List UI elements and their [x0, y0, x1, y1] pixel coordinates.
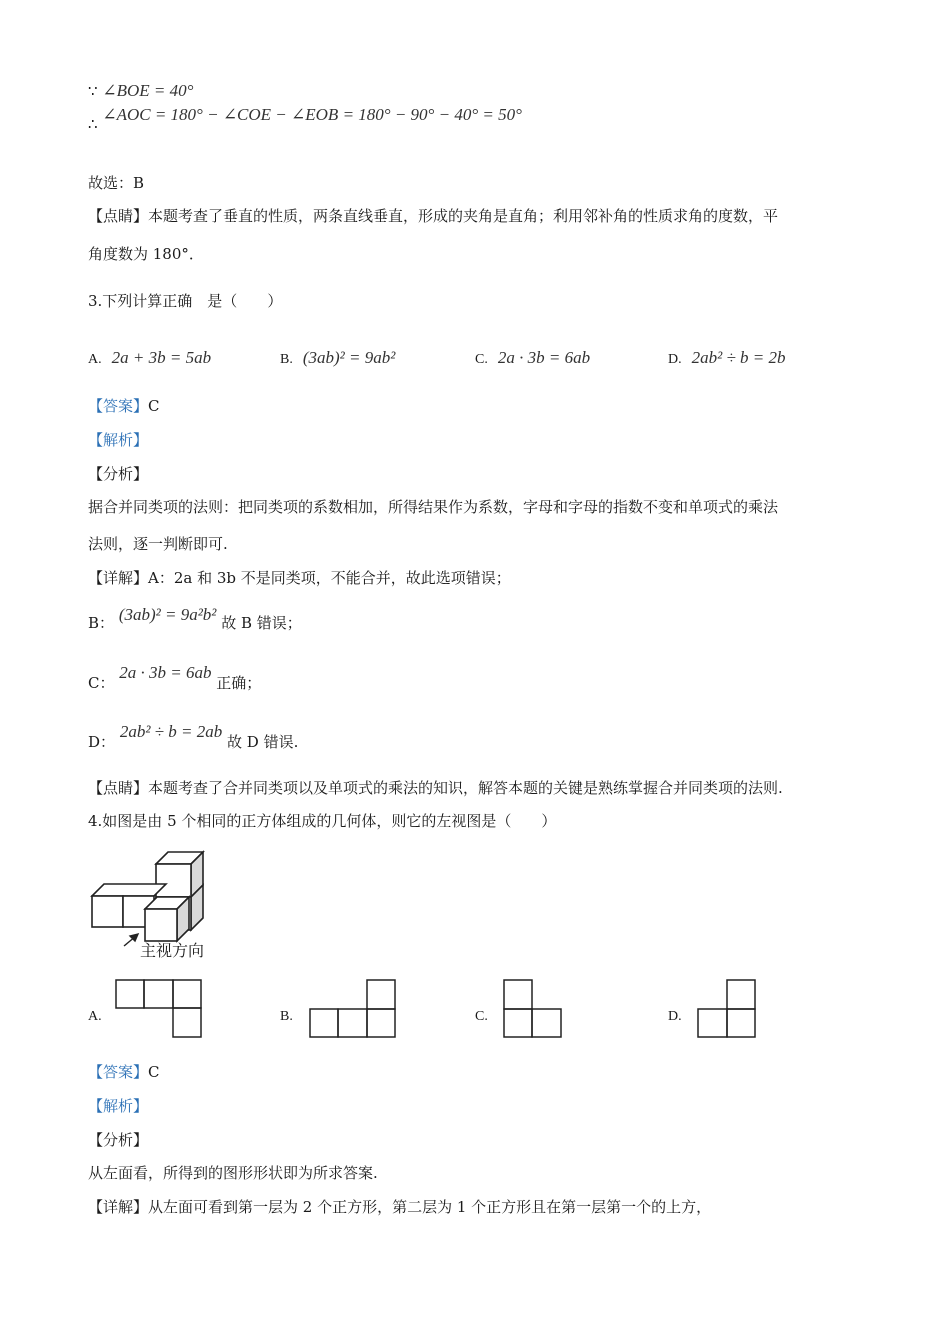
- q4-fenxi-tag: 【分析】: [88, 1131, 149, 1149]
- detail-text: 故 D 错误.: [227, 733, 299, 751]
- q4-option-b-figure: [310, 980, 400, 1040]
- q4-option-b-label: [280, 1004, 303, 1028]
- detail-text: 正确；: [216, 674, 262, 692]
- q3-answer-line: [88, 395, 160, 417]
- q4-option-c-figure: [504, 980, 564, 1040]
- option-math: 2ab² ÷ b = 2b: [691, 348, 786, 367]
- therefore-symbol: ∴: [88, 115, 98, 133]
- q3-fenxi-1: 据合并同类项的法则：把同类项的系数相加，所得结果作为系数，字母和字母的指数不变和单项式的乘法: [88, 498, 779, 516]
- because-line: [88, 80, 193, 102]
- q4-option-c-label: [475, 1004, 498, 1028]
- q3-option-a: [88, 347, 211, 371]
- therefore-line: [88, 105, 522, 135]
- option-math: (3ab)² = 9ab²: [302, 348, 396, 367]
- tip-line: [88, 205, 778, 227]
- detail-label: C：: [88, 674, 115, 692]
- q3-title: 3.下列计算正确 是（ ）: [88, 292, 283, 310]
- option-label: A.: [88, 352, 102, 367]
- tip-tag: 【点睛】: [88, 779, 149, 797]
- detail-text: 故 B 错误；: [221, 614, 302, 632]
- choose-line: 故选：B: [88, 174, 145, 192]
- answer-tag: 【答案】: [88, 397, 149, 415]
- q4-option-a-label: [88, 1004, 112, 1028]
- tip-cont-line: 角度数为 180°．: [88, 245, 204, 263]
- detail-tag: 【详解】: [88, 569, 149, 587]
- answer-tag: 【答案】: [88, 1063, 149, 1081]
- q3-detail-c: [88, 663, 262, 694]
- q4-title: 4.如图是由 5 个相同的正方体组成的几何体，则它的左视图是（ ）: [88, 812, 557, 830]
- detail-math: 2ab² ÷ b = 2ab: [119, 722, 223, 741]
- option-label: A.: [88, 1009, 102, 1024]
- figure-caption: 主视方向: [140, 941, 205, 960]
- because-symbol: ∵: [88, 82, 98, 100]
- q4-analysis-tag: 【解析】: [88, 1097, 149, 1115]
- tip-tag: 【点睛】: [88, 207, 149, 225]
- because-math: ∠BOE = 40°: [102, 81, 194, 100]
- tip-text: 本题考查了合并同类项以及单项式的乘法的知识，解答本题的关键是熟练掌握合并同类项的法则.: [148, 779, 783, 797]
- option-math: 2a + 3b = 5ab: [111, 348, 212, 367]
- detail-label: D：: [88, 733, 116, 751]
- option-label: B.: [280, 352, 293, 367]
- answer-value: C: [148, 397, 160, 415]
- q4-option-a-figure: [116, 980, 206, 1040]
- q3-detail-b: [88, 605, 302, 634]
- option-label: D.: [668, 1009, 682, 1024]
- therefore-math: ∠AOC = 180° − ∠COE − ∠EOB = 180° − 90° − 40° = 50°: [102, 105, 522, 124]
- tip-text: 本题考查了垂直的性质，两条直线垂直，形成的夹角是直角；利用邻补角的性质求角的度数，平: [148, 207, 779, 225]
- q3-tip: [88, 777, 783, 799]
- q4-option-d-figure: [698, 980, 758, 1040]
- q3-detail-d: [88, 722, 299, 753]
- q3-detail-a: [88, 567, 511, 589]
- q4-answer-line: [88, 1061, 160, 1083]
- detail-math: (3ab)² = 9a²b²: [118, 605, 217, 624]
- option-label: D.: [668, 352, 682, 367]
- detail-text: A：2a 和 3b 不是同类项，不能合并，故此选项错误；: [148, 569, 511, 587]
- q3-fenxi-2: 法则，逐一判断即可.: [88, 535, 228, 553]
- answer-value: C: [148, 1063, 160, 1081]
- q4-option-d-label: [668, 1004, 692, 1028]
- q3-fenxi-tag: 【分析】: [88, 465, 149, 483]
- option-label: C.: [475, 1009, 488, 1024]
- q3-option-d: [668, 347, 786, 371]
- detail-label: B：: [88, 614, 115, 632]
- detail-math: 2a · 3b = 6ab: [119, 663, 212, 682]
- q3-analysis-tag: 【解析】: [88, 431, 149, 449]
- option-math: 2a · 3b = 6ab: [497, 348, 591, 367]
- option-label: C.: [475, 352, 488, 367]
- detail-tag: 【详解】: [88, 1198, 149, 1216]
- detail-text: 从左面可看到第一层为 2 个正方形，第二层为 1 个正方形且在第一层第一个的上方，: [148, 1198, 712, 1216]
- q4-fenxi: 从左面看，所得到的图形形状即为所求答案.: [88, 1164, 378, 1182]
- q4-detail: [88, 1196, 711, 1218]
- option-label: B.: [280, 1009, 293, 1024]
- q3-option-c: [475, 347, 590, 371]
- q3-option-b: [280, 347, 395, 371]
